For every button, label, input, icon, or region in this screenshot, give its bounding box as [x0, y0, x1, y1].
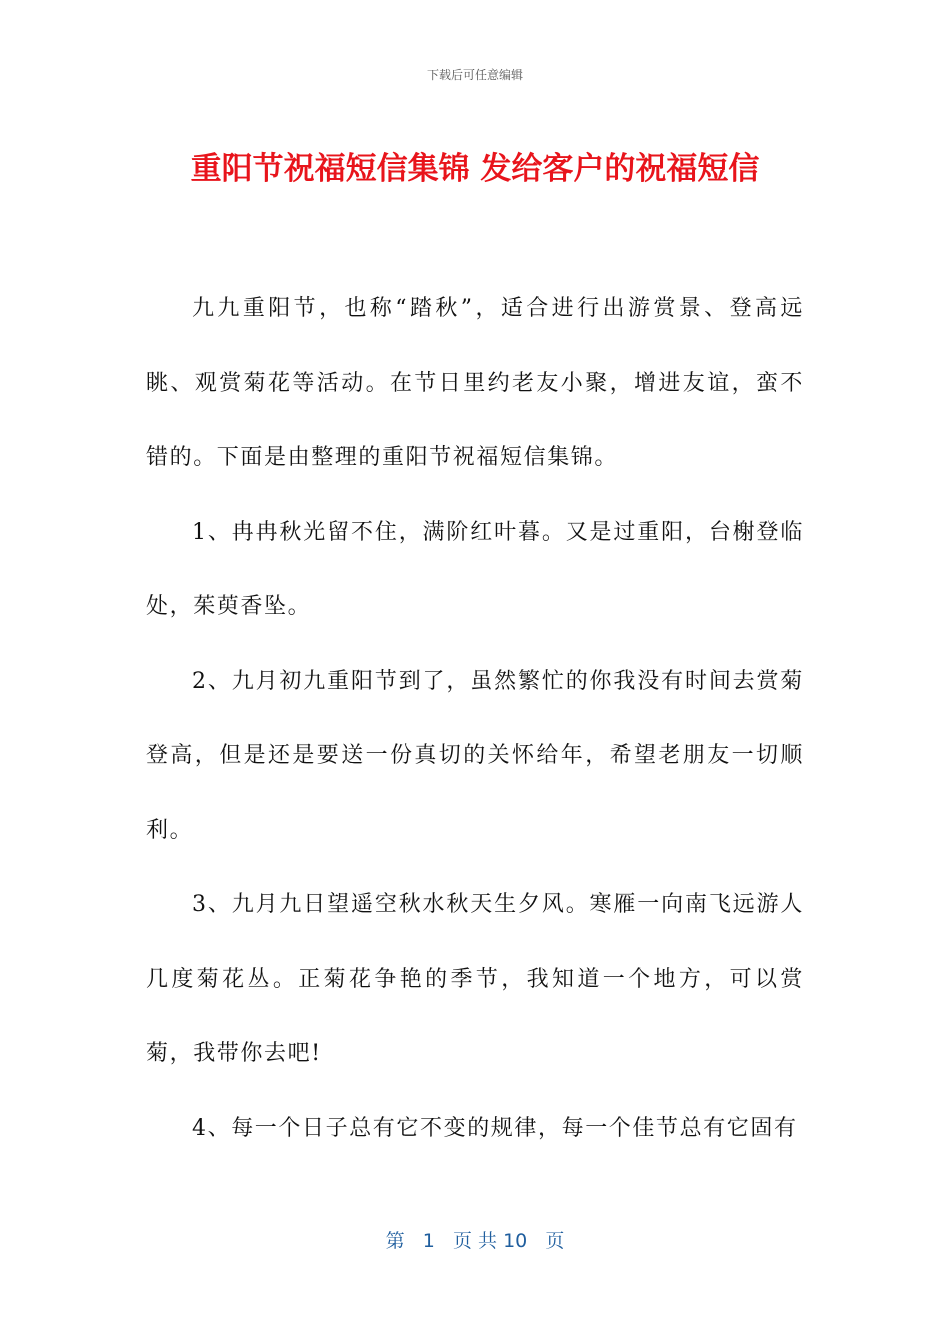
- footer-label-page: 第: [385, 1230, 405, 1252]
- footer-total-pages: 10: [503, 1230, 528, 1252]
- page-footer: [0, 1226, 950, 1253]
- document-title: 重阳节祝福短信集锦 发给客户的祝福短信: [190, 151, 760, 187]
- paragraph-item-3: 3、九月九日望遥空秋水秋天生夕风。寒雁一向南飞远游人几度菊花丛。正菊花争艳的季节，我知道一个地方，可以赏菊，我带你去吧!: [146, 892, 804, 1066]
- paragraph-item-1: 1、冉冉秋光留不住，满阶红叶暮。又是过重阳，台榭登临处，茱萸香坠。: [146, 519, 804, 619]
- footer-label-pages: 页: [545, 1230, 565, 1252]
- footer-label-of: 页 共: [452, 1230, 498, 1252]
- footer-current-page: 1: [422, 1230, 435, 1252]
- document-body: [146, 272, 804, 1166]
- header-note: 下载后可任意编辑: [426, 68, 523, 82]
- paragraph-item-4: 4、每一个日子总有它不变的规律，每一个佳节总有它固有: [192, 1115, 798, 1141]
- paragraph-intro: 九九重阳节，也称“踏秋”，适合进行出游赏景、登高远眺、观赏菊花等活动。在节日里约老友小聚，增进友谊，蛮不错的。下面是由整理的重阳节祝福短信集锦。: [146, 296, 804, 470]
- paragraph-item-2: 2、九月初九重阳节到了，虽然繁忙的你我没有时间去赏菊登高，但是还是要送一份真切的关怀给年，希望老朋友一切顺利。: [146, 668, 804, 843]
